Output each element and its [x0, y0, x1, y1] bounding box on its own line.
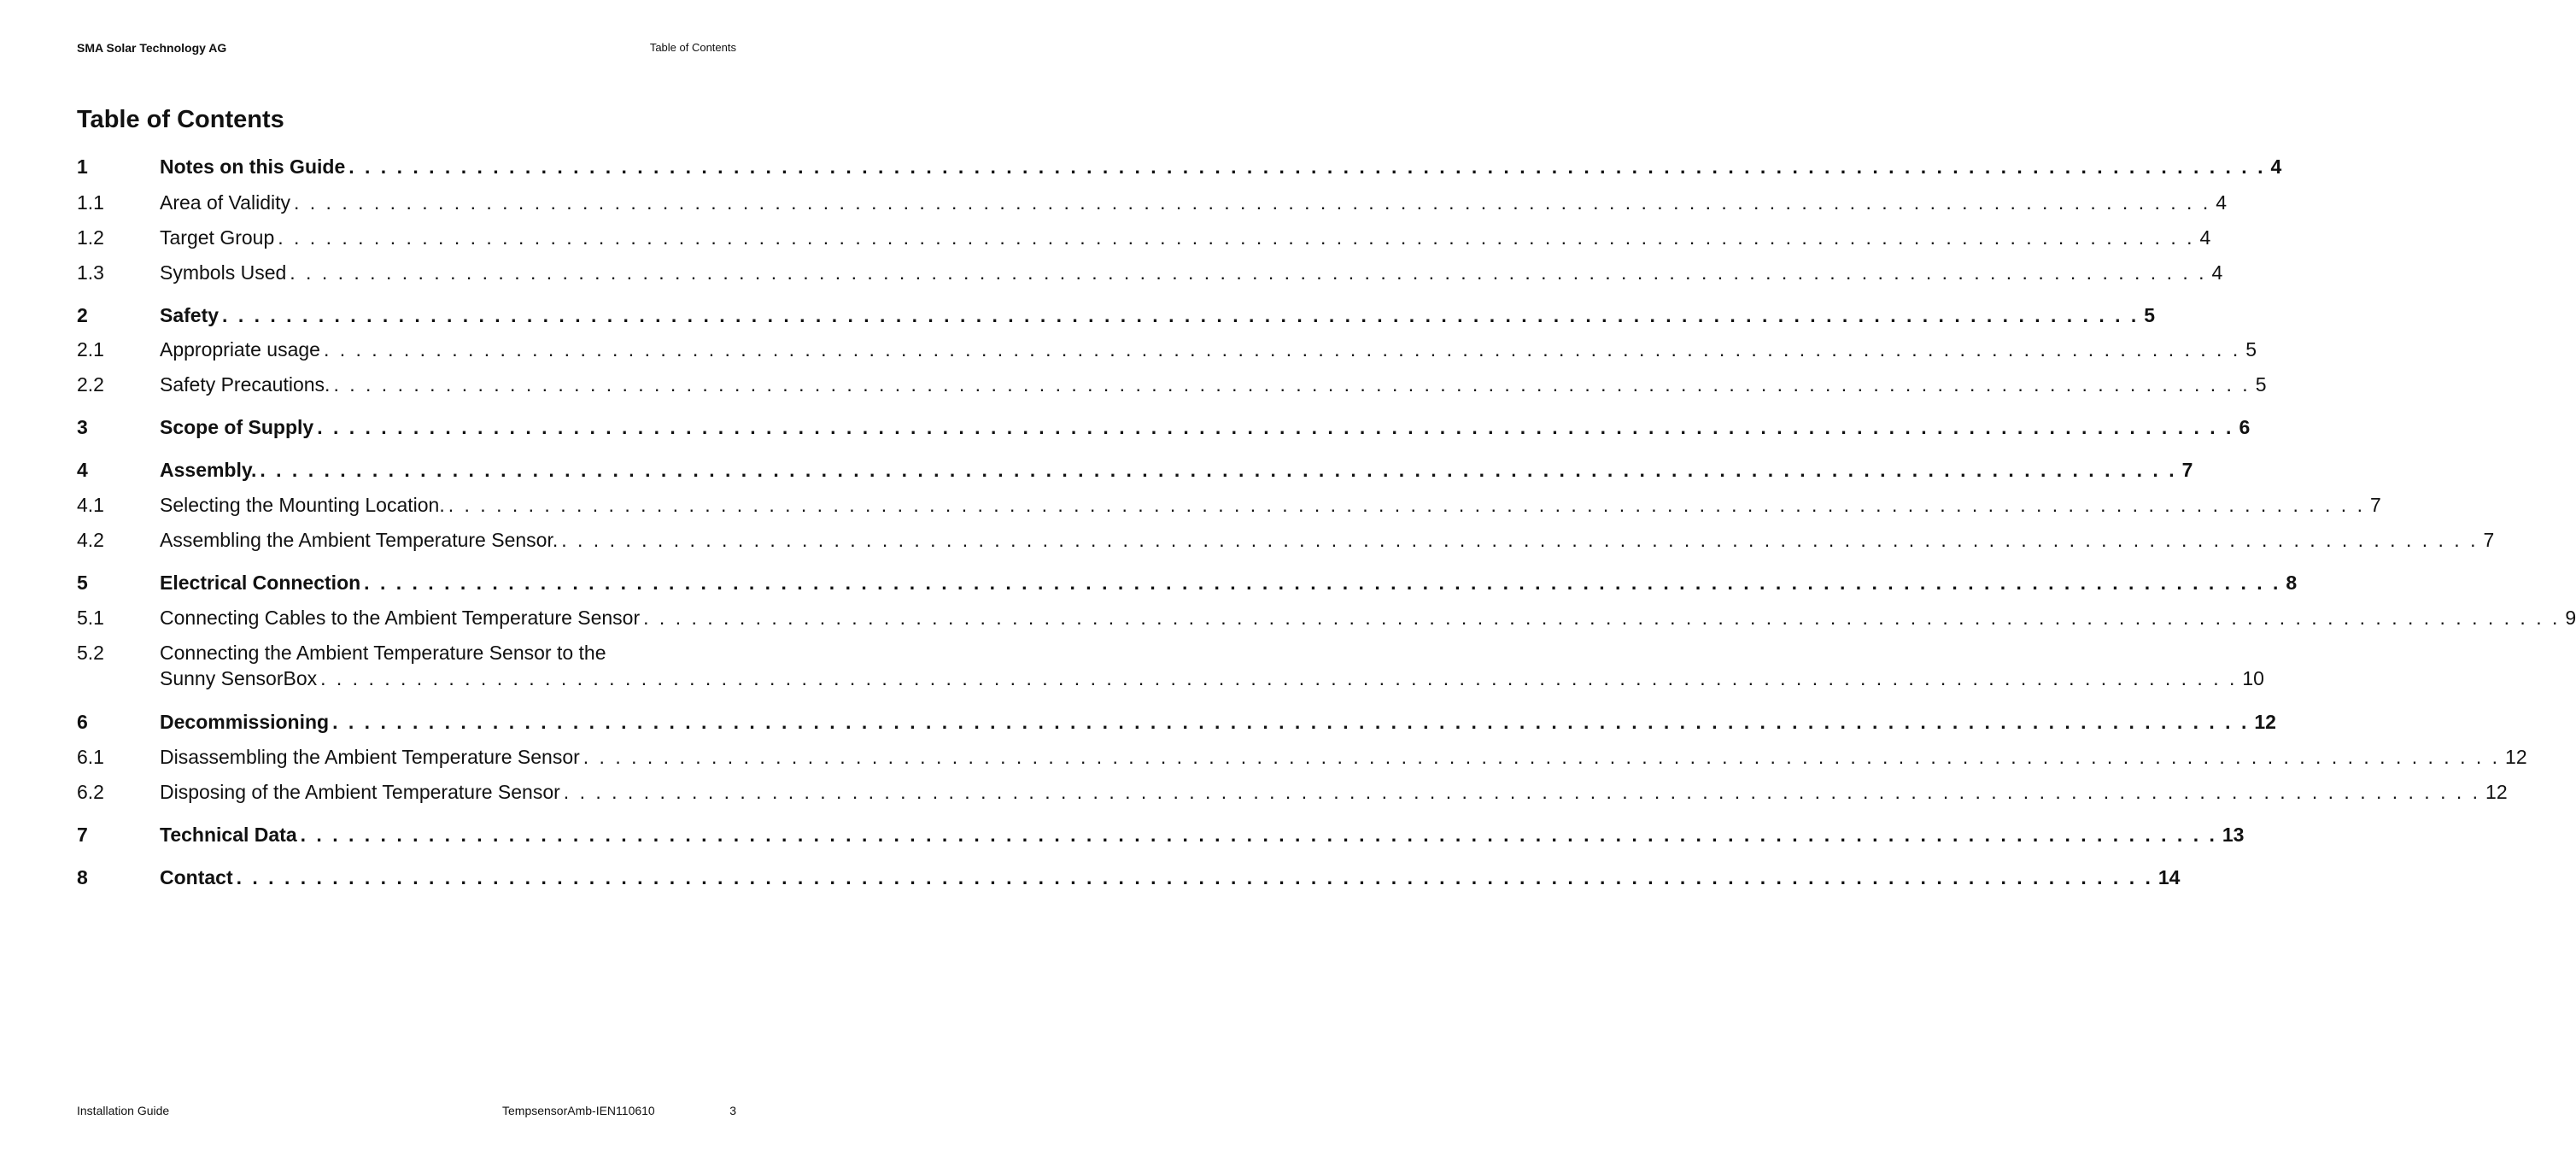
- toc-entry-page: 12: [2505, 746, 2527, 768]
- toc-entry-title: Selecting the Mounting Location.: [160, 494, 445, 516]
- toc-entry-title: Connecting the Ambient Temperature Sensor to the: [160, 642, 606, 664]
- toc-entry-title: Disposing of the Ambient Temperature Sensor: [160, 781, 560, 803]
- toc-entry-page: 4: [2211, 261, 2223, 284]
- toc-entry-page: 5: [2144, 304, 2156, 326]
- toc-entry-title: Symbols Used: [160, 261, 287, 284]
- dot-leader: . . . . . . . . . . . . . . . . . . . . . . . . . . . . . . . . . . . . . . . . . . . . . . . . . . . . . . . . . . . . . . . . . . . . . . . . . . . . . . . . . . . . . . . . . . . . . . . . . . . . . . . . . . . . . . . . . . . . . . . .: [300, 824, 2217, 846]
- toc-entry-page: 4: [2199, 226, 2211, 249]
- toc-entry-title: Disassembling the Ambient Temperature Sensor: [160, 746, 580, 768]
- toc-entry-number: 7: [77, 824, 88, 846]
- toc-entry-title: Appropriate usage: [160, 338, 320, 361]
- toc-entry-page: 7: [2483, 529, 2495, 551]
- toc-entry-number: 4.2: [77, 529, 104, 551]
- dot-leader: . . . . . . . . . . . . . . . . . . . . . . . . . . . . . . . . . . . . . . . . . . . . . . . . . . . . . . . . . . . . . . . . . . . . . . . . . . . . . . . . . . . . . . . . . . . . . . . . . . . . . . . . . . . . . . . . . . . . . . . .: [333, 373, 2251, 396]
- toc-entry-number: 6: [77, 711, 88, 733]
- page-title: Table of Contents: [77, 106, 284, 133]
- toc-entry-title: Electrical Connection: [160, 572, 361, 594]
- header-section: Table of Contents: [649, 41, 736, 54]
- toc-entry-title: Notes on this Guide: [160, 155, 346, 178]
- toc-entry-number: 2.1: [77, 338, 104, 361]
- toc-entry-page: 4: [2216, 191, 2228, 214]
- dot-leader: . . . . . . . . . . . . . . . . . . . . . . . . . . . . . . . . . . . . . . . . . . . . . . . . . . . . . . . . . . . . . . . . . . . . . . . . . . . . . . . . . . . . . . . . . . . . . . . . . . . . . . . . . . . . . . . . . . . . . . . .: [293, 191, 2211, 214]
- toc-entry-number: 1.1: [77, 191, 104, 214]
- toc-entry-title: Connecting Cables to the Ambient Temperature Sensor: [160, 607, 641, 629]
- toc-entry-page: 9: [2565, 607, 2576, 629]
- toc-entry-title: Target Group: [160, 226, 275, 249]
- toc-entry-page: 12: [2254, 711, 2276, 733]
- toc-entry-number: 6.1: [77, 746, 104, 768]
- dot-leader: . . . . . . . . . . . . . . . . . . . . . . . . . . . . . . . . . . . . . . . . . . . . . . . . . . . . . . . . . . . . . . . . . . . . . . . . . . . . . . . . . . . . . . . . . . . . . . . . . . . . . . . . . . . . . . . . . . . . . . . .: [323, 338, 2241, 361]
- dot-leader: . . . . . . . . . . . . . . . . . . . . . . . . . . . . . . . . . . . . . . . . . . . . . . . . . . . . . . . . . . . . . . . . . . . . . . . . . . . . . . . . . . . . . . . . . . . . . . . . . . . . . . . . . . . . . . . . . . . . . . . .: [236, 866, 2153, 888]
- footer-doc-type: Installation Guide: [77, 1104, 170, 1117]
- dot-leader: . . . . . . . . . . . . . . . . . . . . . . . . . . . . . . . . . . . . . . . . . . . . . . . . . . . . . . . . . . . . . . . . . . . . . . . . . . . . . . . . . . . . . . . . . . . . . . . . . . . . . . . . . . . . . . . . . . . . . . . .: [563, 781, 2481, 803]
- toc-entry-page: 4: [2270, 155, 2282, 178]
- toc-entry-title: Scope of Supply: [160, 416, 314, 438]
- dot-leader: . . . . . . . . . . . . . . . . . . . . . . . . . . . . . . . . . . . . . . . . . . . . . . . . . . . . . . . . . . . . . . . . . . . . . . . . . . . . . . . . . . . . . . . . . . . . . . . . . . . . . . . . . . . . . . . . . . . . . . . .: [290, 261, 2207, 284]
- toc-entry-number: 4: [77, 459, 88, 481]
- dot-leader: . . . . . . . . . . . . . . . . . . . . . . . . . . . . . . . . . . . . . . . . . . . . . . . . . . . . . . . . . . . . . . . . . . . . . . . . . . . . . . . . . . . . . . . . . . . . . . . . . . . . . . . . . . . . . . . . . . . . . . . .: [278, 226, 2195, 249]
- toc-entry-title-continued: Sunny SensorBox: [160, 667, 318, 689]
- toc-entry-title: Assembling the Ambient Temperature Sensor.: [160, 529, 559, 551]
- toc-entry-number: 2: [77, 304, 88, 326]
- toc-entry-number: 4.1: [77, 494, 104, 516]
- toc-entry-title: Contact: [160, 866, 233, 888]
- toc-entry-page: 6: [2239, 416, 2251, 438]
- toc-entry-page: 7: [2181, 459, 2193, 481]
- toc-entry-page: 14: [2157, 866, 2181, 888]
- toc-entry-title: Decommissioning: [160, 711, 330, 733]
- dot-leader: . . . . . . . . . . . . . . . . . . . . . . . . . . . . . . . . . . . . . . . . . . . . . . . . . . . . . . . . . . . . . . . . . . . . . . . . . . . . . . . . . . . . . . . . . . . . . . . . . . . . . . . . . . . . . . . . . . . . . . . .: [317, 416, 2234, 438]
- dot-leader: . . . . . . . . . . . . . . . . . . . . . . . . . . . . . . . . . . . . . . . . . . . . . . . . . . . . . . . . . . . . . . . . . . . . . . . . . . . . . . . . . . . . . . . . . . . . . . . . . . . . . . . . . . . . . . . . . . . . . . . .: [448, 494, 2365, 516]
- dot-leader: . . . . . . . . . . . . . . . . . . . . . . . . . . . . . . . . . . . . . . . . . . . . . . . . . . . . . . . . . . . . . . . . . . . . . . . . . . . . . . . . . . . . . . . . . . . . . . . . . . . . . . . . . . . . . . . . . . . . . . . .: [583, 746, 2501, 768]
- footer-doc-id: TempsensorAmb-IEN110610: [502, 1104, 655, 1117]
- toc-entry-number: 3: [77, 416, 88, 438]
- dot-leader: . . . . . . . . . . . . . . . . . . . . . . . . . . . . . . . . . . . . . . . . . . . . . . . . . . . . . . . . . . . . . . . . . . . . . . . . . . . . . . . . . . . . . . . . . . . . . . . . . . . . . . . . . . . . . . . . . . . . . . . .: [222, 304, 2140, 326]
- toc-entry-title: Safety: [160, 304, 220, 326]
- toc-entry-page: 13: [2222, 824, 2245, 846]
- toc-entry-page: 12: [2485, 781, 2508, 803]
- toc-entry-number: 5.2: [77, 642, 104, 664]
- dot-leader: . . . . . . . . . . . . . . . . . . . . . . . . . . . . . . . . . . . . . . . . . . . . . . . . . . . . . . . . . . . . . . . . . . . . . . . . . . . . . . . . . . . . . . . . . . . . . . . . . . . . . . . . . . . . . . . . . . . . . . . .: [364, 572, 2281, 594]
- toc-entry-title: Technical Data: [160, 824, 297, 846]
- dot-leader: . . . . . . . . . . . . . . . . . . . . . . . . . . . . . . . . . . . . . . . . . . . . . . . . . . . . . . . . . . . . . . . . . . . . . . . . . . . . . . . . . . . . . . . . . . . . . . . . . . . . . . . . . . . . . . . . . . . . . . . .: [320, 667, 2238, 689]
- toc-entry-number: 1.3: [77, 261, 104, 284]
- footer-page-number: 3: [729, 1104, 736, 1117]
- dot-leader: . . . . . . . . . . . . . . . . . . . . . . . . . . . . . . . . . . . . . . . . . . . . . . . . . . . . . . . . . . . . . . . . . . . . . . . . . . . . . . . . . . . . . . . . . . . . . . . . . . . . . . . . . . . . . . . . . . . . . . . .: [561, 529, 2479, 551]
- toc-entry-number: 5: [77, 572, 88, 594]
- toc-entry-number: 8: [77, 866, 88, 888]
- header-company: SMA Solar Technology AG: [77, 41, 227, 55]
- toc-entry-title: Safety Precautions.: [160, 373, 331, 396]
- page-header: [77, 41, 736, 58]
- toc-entry-page: 5: [2255, 373, 2267, 396]
- dot-leader: . . . . . . . . . . . . . . . . . . . . . . . . . . . . . . . . . . . . . . . . . . . . . . . . . . . . . . . . . . . . . . . . . . . . . . . . . . . . . . . . . . . . . . . . . . . . . . . . . . . . . . . . . . . . . . . . . . . . . . . .: [260, 459, 2177, 481]
- toc-entry-number: 5.1: [77, 607, 104, 629]
- toc-entry-page: 10: [2242, 667, 2264, 689]
- toc-entry-number: 2.2: [77, 373, 104, 396]
- toc-entry-title: Assembly.: [160, 459, 257, 481]
- toc-entry-page: 8: [2286, 572, 2298, 594]
- page-footer: [77, 1104, 736, 1121]
- toc-entry-number: 1.2: [77, 226, 104, 249]
- toc-entry-title: Area of Validity: [160, 191, 290, 214]
- toc-entry-page: 5: [2245, 338, 2257, 361]
- toc-entry-number: 1: [77, 155, 88, 178]
- toc-entry-number: 6.2: [77, 781, 104, 803]
- dot-leader: . . . . . . . . . . . . . . . . . . . . . . . . . . . . . . . . . . . . . . . . . . . . . . . . . . . . . . . . . . . . . . . . . . . . . . . . . . . . . . . . . . . . . . . . . . . . . . . . . . . . . . . . . . . . . . . . . . . . . . . .: [643, 607, 2561, 629]
- dot-leader: . . . . . . . . . . . . . . . . . . . . . . . . . . . . . . . . . . . . . . . . . . . . . . . . . . . . . . . . . . . . . . . . . . . . . . . . . . . . . . . . . . . . . . . . . . . . . . . . . . . . . . . . . . . . . . . . . . . . . . . .: [332, 711, 2250, 733]
- toc-entry-page: 7: [2369, 494, 2381, 516]
- dot-leader: . . . . . . . . . . . . . . . . . . . . . . . . . . . . . . . . . . . . . . . . . . . . . . . . . . . . . . . . . . . . . . . . . . . . . . . . . . . . . . . . . . . . . . . . . . . . . . . . . . . . . . . . . . . . . . . . . . . . . . . .: [348, 155, 2266, 178]
